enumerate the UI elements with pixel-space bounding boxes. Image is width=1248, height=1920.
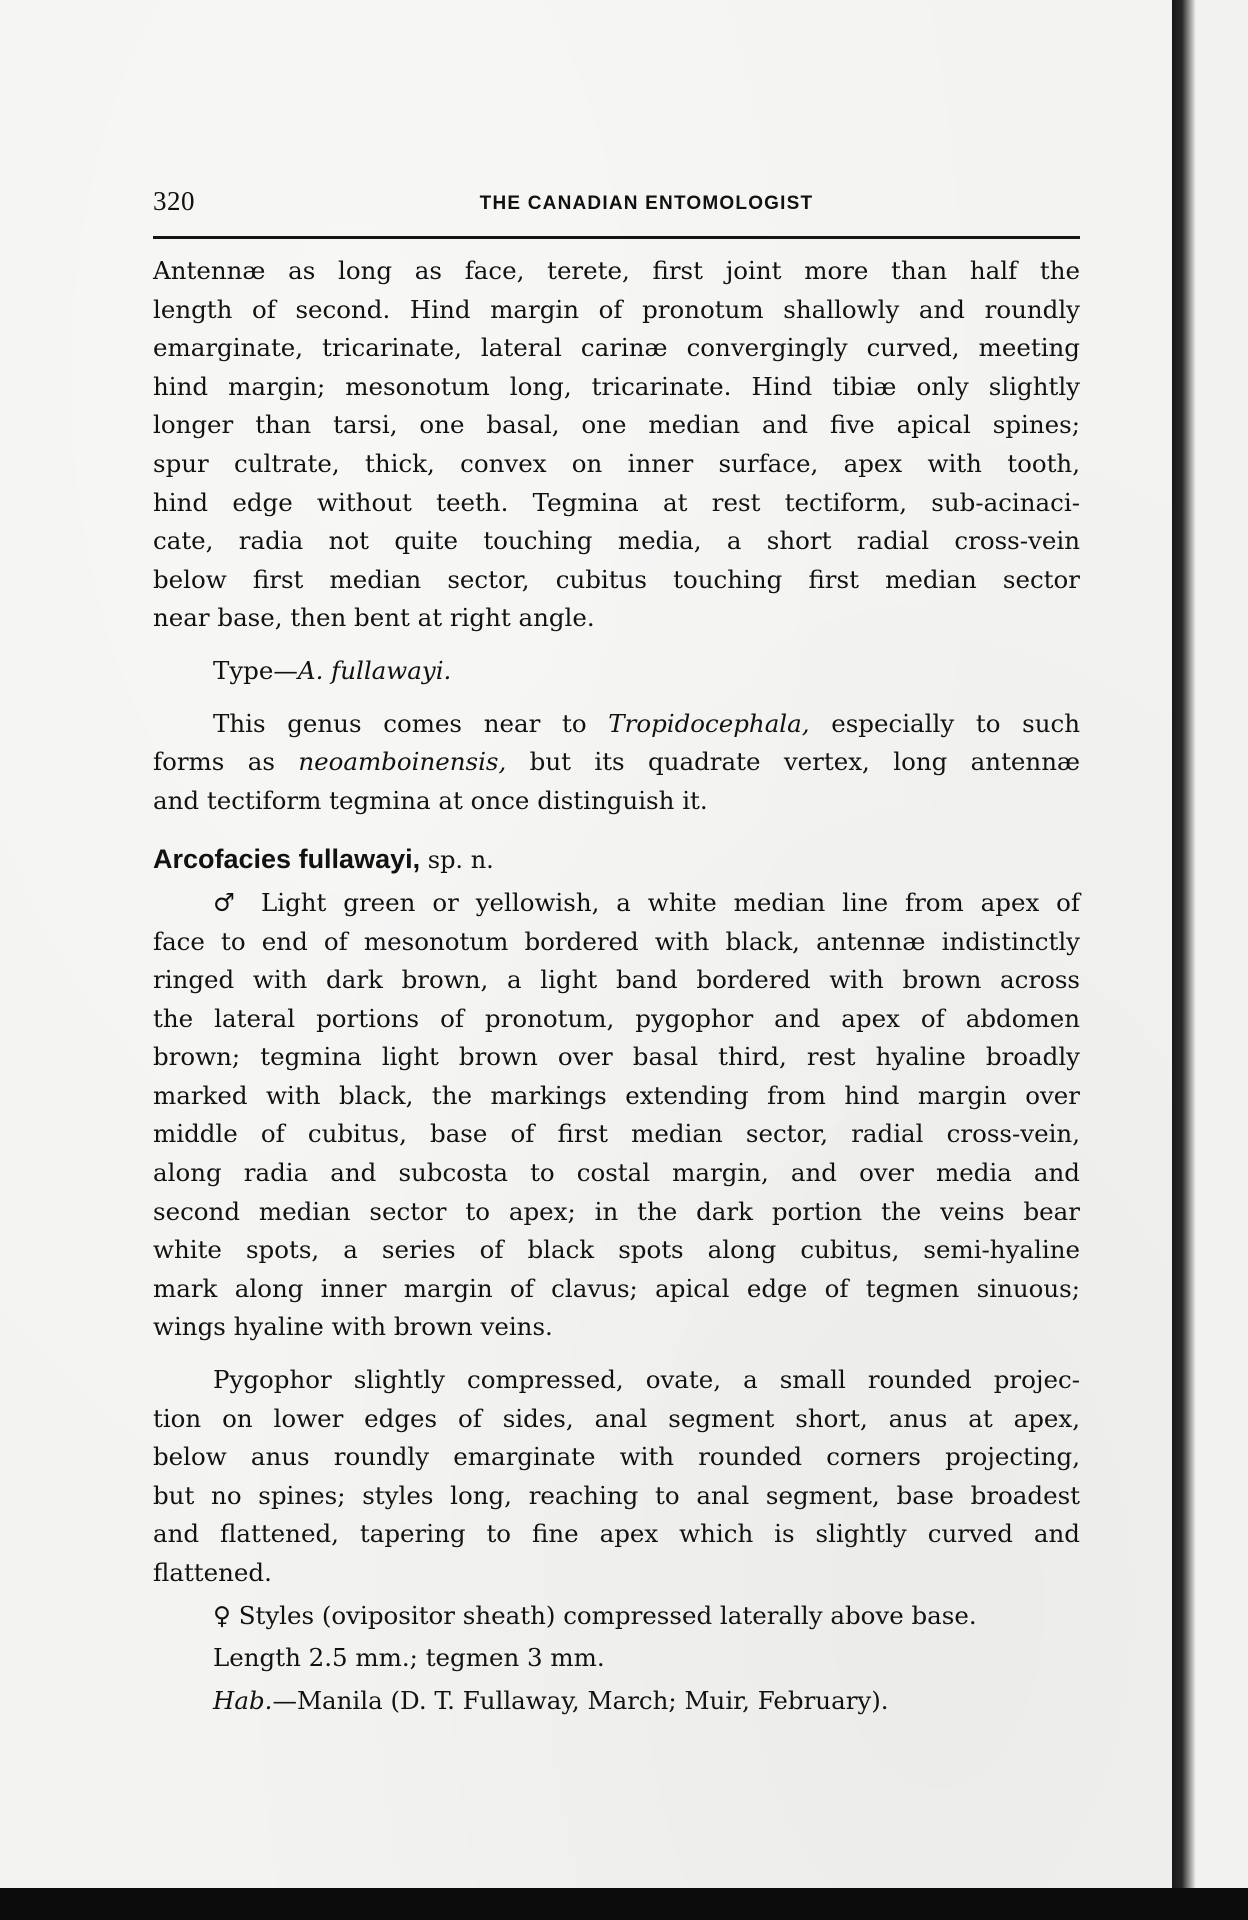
text-line: face to end of mesonotum bordered with black, antennæ indistinctly bbox=[153, 926, 1080, 956]
text-line: and tectiform tegmina at once distinguish it. bbox=[153, 785, 708, 815]
text-line: near base, then bent at right angle. bbox=[153, 603, 595, 633]
text-line: Antennæ as long as face, terete, first joint more than half the bbox=[153, 256, 1080, 285]
text-line: length of second. Hind margin of pronotum shallowly and roundly bbox=[153, 294, 1080, 324]
text-line: middle of cubitus, base of first median sector, radial cross-vein, bbox=[153, 1119, 1080, 1149]
type-species: A. fullawayi. bbox=[297, 655, 452, 685]
text-line: along radia and subcosta to costal margin, and over media and bbox=[153, 1158, 1080, 1188]
habitat bbox=[153, 1682, 1080, 1721]
text-line: ♂ Light green or yellowish, a white median line from apex of bbox=[213, 887, 1080, 917]
genus-comparison bbox=[153, 705, 1080, 821]
type-designation bbox=[153, 652, 1080, 691]
text-line: brown; tegmina light brown over basal third, rest hyaline broadly bbox=[153, 1042, 1080, 1072]
text-line: wings hyaline with brown veins. bbox=[153, 1312, 553, 1342]
text-line: cate, radia not quite touching media, a short radial cross-vein bbox=[153, 526, 1080, 556]
male-description bbox=[153, 884, 1080, 1347]
header-rule bbox=[153, 236, 1080, 239]
text-line: hind margin; mesonotum long, tricarinate. Hind tibiæ only slightly bbox=[153, 371, 1080, 401]
species-suffix: sp. n. bbox=[420, 846, 494, 875]
female-description bbox=[153, 1597, 1080, 1636]
page-number: 320 bbox=[153, 186, 195, 216]
text-line: emarginate, tricarinate, lateral carinæ convergingly curved, meeting bbox=[153, 333, 1080, 363]
text-line: marked with black, the markings extending from hind margin over bbox=[153, 1080, 1080, 1110]
genus-name-tropidocephala: Tropidocephala, bbox=[608, 708, 810, 738]
text-line: forms as neoamboinensis, but its quadrate vertex, long antennæ bbox=[153, 747, 1080, 777]
habitat-label: Hab. bbox=[213, 1685, 273, 1715]
measurements bbox=[153, 1639, 1080, 1678]
text-line: white spots, a series of black spots along cubitus, semi-hyaline bbox=[153, 1235, 1080, 1265]
text-line: This genus comes near to Tropidocephala, especially to such bbox=[213, 708, 1080, 738]
species-name-neoamboinensis: neoamboinensis, bbox=[298, 747, 507, 777]
pygophor-description bbox=[153, 1361, 1080, 1593]
text-line: the lateral portions of pronotum, pygophor and apex of abdomen bbox=[153, 1003, 1080, 1033]
habitat-text: —Manila (D. T. Fullaway, March; Muir, February). bbox=[272, 1685, 889, 1715]
text-line: below anus roundly emarginate with rounded corners projecting, bbox=[153, 1442, 1080, 1472]
text-line: hind edge without teeth. Tegmina at rest tectiform, sub-acinaci- bbox=[153, 487, 1080, 517]
text-line: flattened. bbox=[153, 1558, 272, 1587]
journal-title: THE CANADIAN ENTOMOLOGIST bbox=[479, 193, 814, 214]
page-header bbox=[153, 186, 1080, 226]
length-line: Length 2.5 mm.; tegmen 3 mm. bbox=[213, 1643, 605, 1673]
text-line: but no spines; styles long, reaching to anal segment, base broadest bbox=[153, 1480, 1080, 1510]
text-line: spur cultrate, thick, convex on inner surface, apex with tooth, bbox=[153, 448, 1080, 478]
text-line: second median sector to apex; in the dark portion the veins bear bbox=[153, 1196, 1080, 1226]
female-line: ♀ Styles (ovipositor sheath) compressed laterally above base. bbox=[213, 1600, 977, 1630]
article-body bbox=[153, 252, 1080, 1720]
text-line: and flattened, tapering to fine apex which is slightly curved and bbox=[153, 1519, 1080, 1549]
text-line: mark along inner margin of clavus; apical edge of tegmen sinuous; bbox=[153, 1273, 1080, 1303]
text-line: ringed with dark brown, a light band bordered with brown across bbox=[153, 965, 1080, 995]
text-line: below first median sector, cubitus touching first median sector bbox=[153, 564, 1080, 594]
text-line: tion on lower edges of sides, anal segment short, anus at apex, bbox=[153, 1403, 1080, 1433]
text-line: longer than tarsi, one basal, one median and five apical spines; bbox=[153, 410, 1080, 440]
species-heading bbox=[153, 840, 1080, 880]
genus-description bbox=[153, 252, 1080, 638]
type-prefix: Type— bbox=[213, 655, 298, 685]
text-line: Pygophor slightly compressed, ovate, a small rounded projec- bbox=[213, 1365, 1080, 1395]
scan-bottom-border bbox=[0, 1888, 1248, 1920]
species-name: Arcofacies fullawayi, bbox=[153, 844, 421, 875]
page-binding-edge bbox=[1172, 0, 1248, 1920]
